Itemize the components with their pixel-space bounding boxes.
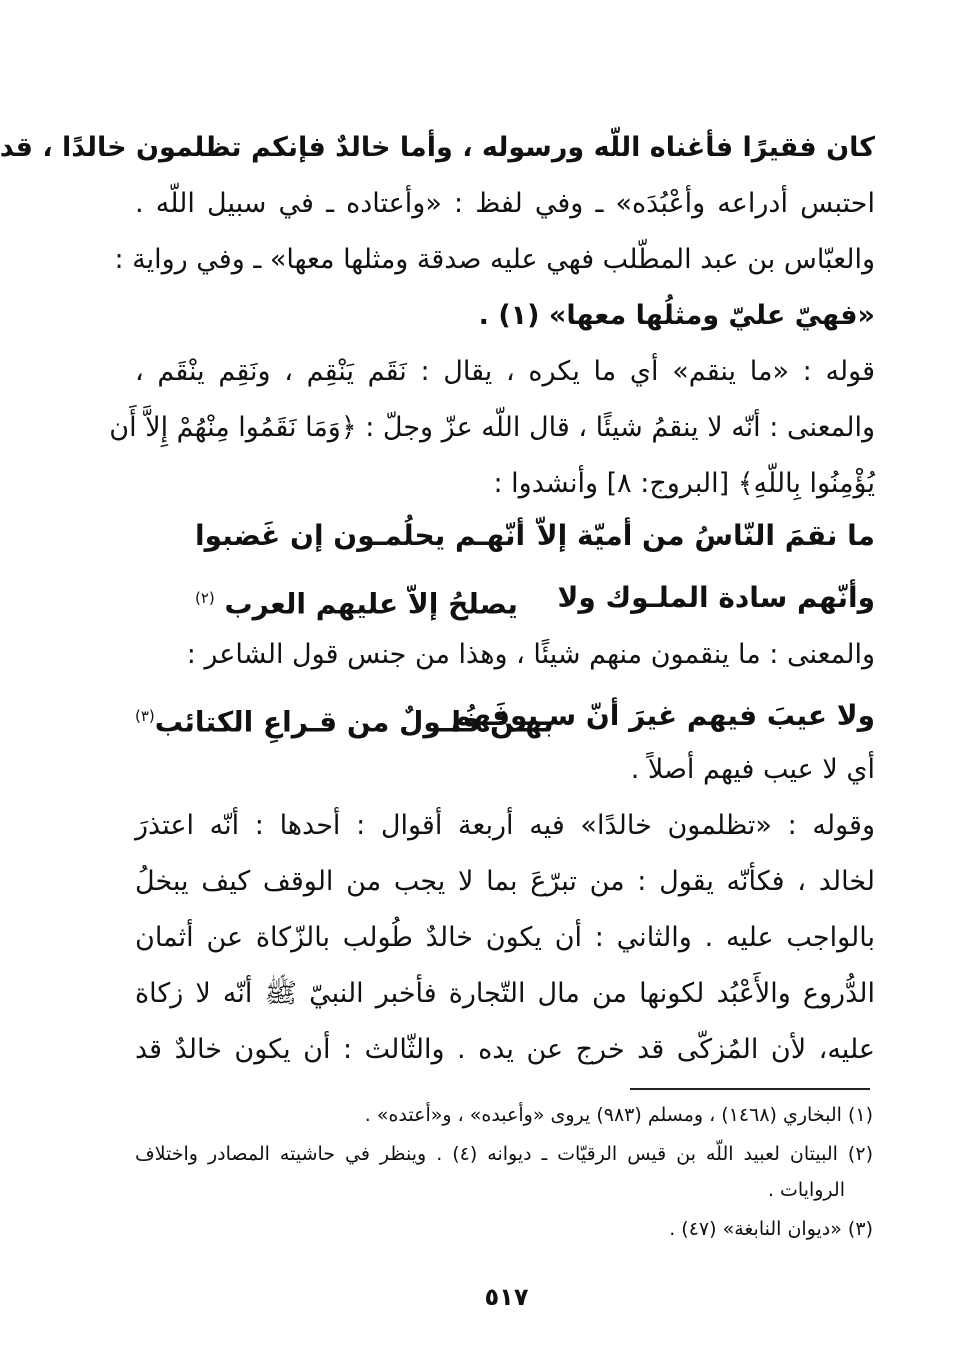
footnote-continuation: الروايات . <box>767 1179 845 1201</box>
text-line: والعبّاس بن عبد المطّلب فهي عليه صدقة ومثلها معها» ـ وفي رواية : <box>114 244 875 275</box>
footnote: (٣) «ديوان النابغة» (٤٧) . <box>669 1218 873 1240</box>
paragraph-block-bottom <box>135 742 875 1078</box>
footnote: (١) البخاري (١٤٦٨) ، ومسلم (٩٨٣) يروى «وأعبده» ، و«أعتده» . <box>364 1104 873 1126</box>
verse-second-hemistich: أنّهـم يحلُمـون إن غَضبوا <box>195 519 526 552</box>
page-number: ٥١٧ <box>484 1283 529 1311</box>
text-line: والمعنى : ما ينقمون منهم شيئًا ، وهذا من جنس قول الشاعر : <box>186 639 875 670</box>
poem-verse <box>135 688 875 744</box>
text-line: «فهيّ عليّ ومثلُها معها» (١) . <box>478 300 875 331</box>
verse-text: يصلحُ إلاّ عليهم العرب <box>224 587 518 621</box>
verse-first-hemistich: وأنّهم سادة الملـوك ولا <box>557 581 875 614</box>
verse-first-hemistich: ما نقمَ النّاسُ من أميّة إلاّ <box>536 519 875 552</box>
text-line: عليه، لأن المُزكّى قد خرج عن يده . والثّالث : أن يكون خالدٌ قد <box>135 1034 875 1065</box>
text-line: بالواجب عليه . والثاني : أن يكون خالدٌ طُولب بالزّكاة عن أثمان <box>135 922 875 953</box>
footnote-ref: (٣) <box>135 707 155 725</box>
footnote-ref: (٢) <box>195 589 215 607</box>
text-line: الدُّروع والأَعْبُد لكونها من مال التّجارة فأخبر النبيّ ﷺ أنّه لا زكاة <box>135 978 875 1009</box>
text-line: قوله : «ما ينقم» أي ما يكره ، يقال : نَقَم يَنْقِم ، ونَقِم ينْقَم ، <box>135 356 875 387</box>
footnote: (٢) البيتان لعبيد اللّه بن قيس الرقيّات ـ ديوانه (٤) . وينظر في حاشيته المصادر واختلاف <box>135 1143 873 1165</box>
footnote-separator <box>630 1088 870 1090</box>
text-line: احتبس أدراعه وأعْبُدَه» ـ وفي لفظ : «وأعتاده ـ في سبيل اللّه . <box>135 188 875 219</box>
text-line: لخالد ، فكأنّه يقول : من تبرّعَ بما لا يجب من الوقف كيف يبخلُ <box>135 866 875 897</box>
text-line: وقوله : «تظلمون خالدًا» فيه أربعة أقوال : أحدها : أنّه اعتذرَ <box>135 810 875 841</box>
text-line: والمعنى : أنّه لا ينقمُ شيئًا ، قال اللّه عزّ وجلّ : ﴿وَمَا نَقَمُوا مِنْهُمْ إِلاَّ أَن <box>109 412 875 443</box>
text-line: يُؤْمِنُوا بِاللّهِ﴾ [البروج: ٨] وأنشدوا : <box>493 468 875 499</box>
verse-second-hemistich <box>195 570 518 632</box>
verse-second-hemistich <box>135 688 554 750</box>
verse-first-hemistich: ولا عيبَ فيهم غيرَ أنّ سـيوفَهم <box>451 699 875 732</box>
poem-verse <box>135 508 875 564</box>
paragraph-block-top <box>0 120 875 512</box>
poem-verse <box>135 570 875 626</box>
text-line: كان فقيرًا فأغناه اللّه ورسوله ، وأما خالدٌ فإنكم تظلمون خالدًا ، قد <box>0 132 875 163</box>
verse-text: بهـنّ فُلـولٌ من قـراعِ الكتائب <box>154 705 554 739</box>
text-line: أي لا عيب فيهم أصلاً . <box>630 754 875 785</box>
paragraph-line-middle <box>135 627 875 683</box>
